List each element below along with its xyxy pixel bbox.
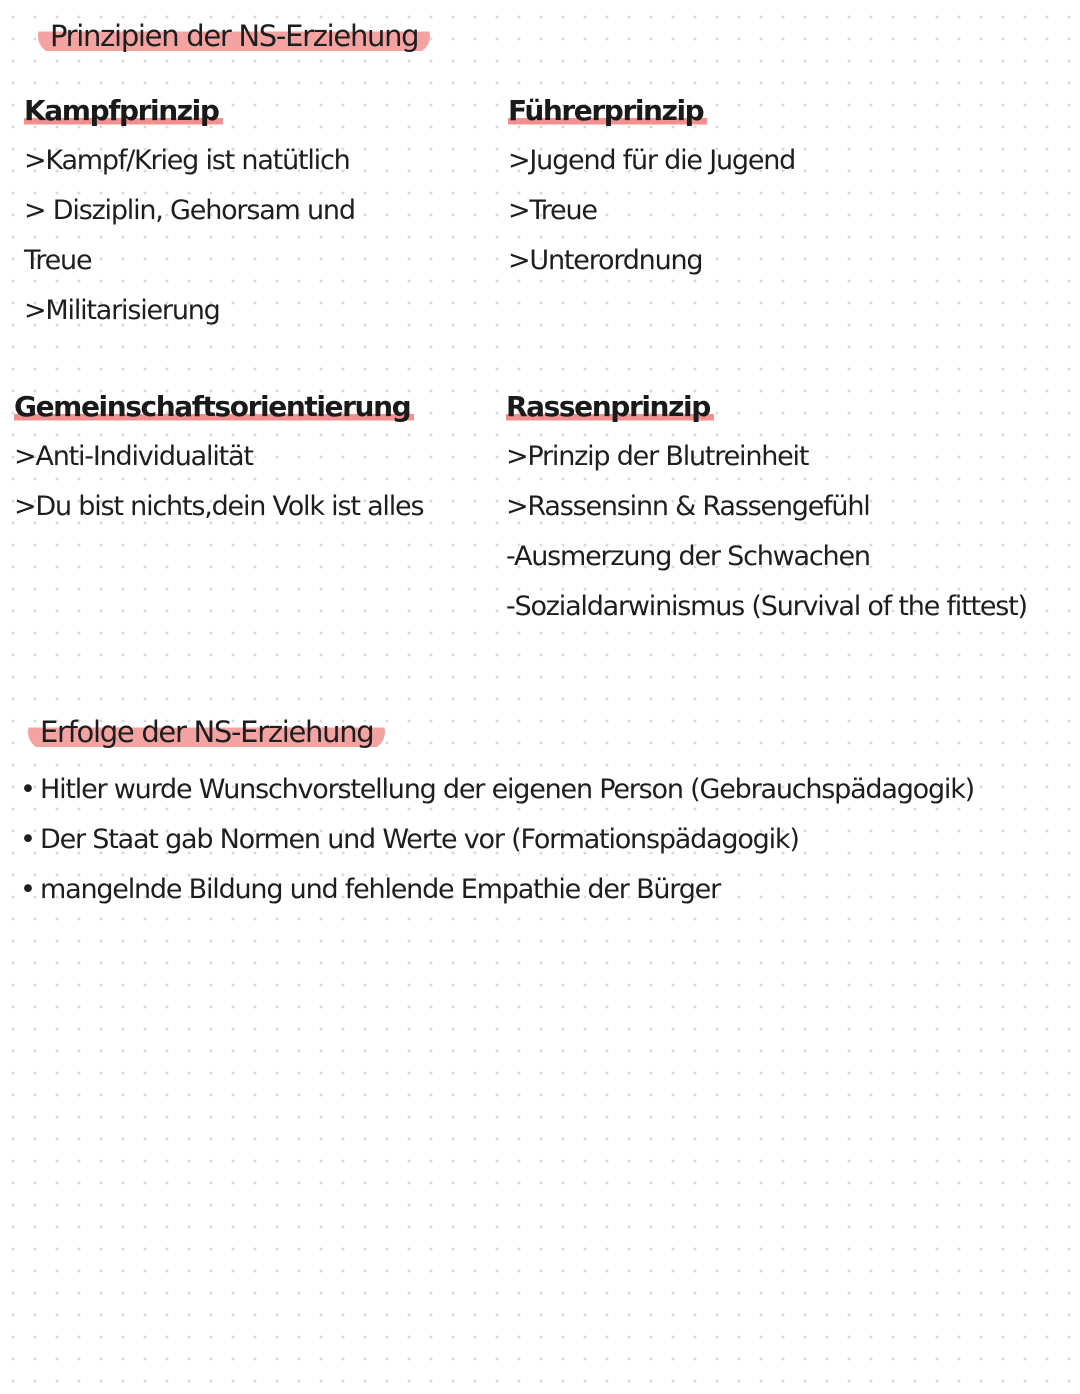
page-title-block — [38, 18, 430, 54]
erfolge-item-text: Hitler wurde Wunschvorstellung der eigenen Person (Gebrauchspädagogik) — [40, 774, 974, 805]
page-title: Prinzipien der NS-Erziehung — [38, 18, 430, 54]
kampfprinzip-line: Treue — [24, 245, 92, 276]
kampfprinzip-line: > Disziplin, Gehorsam und — [24, 195, 355, 226]
section-rassenprinzip — [506, 390, 1027, 632]
erfolge-list-item — [20, 865, 974, 915]
erfolge-title: Erfolge der NS-Erziehung — [28, 714, 385, 750]
fuehrerprinzip-line: >Treue — [508, 195, 597, 226]
kampfprinzip-line: >Kampf/Krieg ist natütlich — [24, 145, 350, 176]
kampfprinzip-line: >Militarisierung — [24, 295, 220, 326]
section-heading-gemeinschaftsorientierung: Gemeinschaftsorientierung — [14, 390, 414, 424]
erfolge-list-item — [20, 765, 974, 815]
section-heading-rassenprinzip: Rassenprinzip — [506, 390, 714, 424]
bullet-icon: • — [20, 824, 35, 855]
erfolge-list — [20, 765, 974, 915]
section-heading-kampfprinzip: Kampfprinzip — [24, 94, 223, 128]
bullet-icon: • — [20, 774, 35, 805]
rassenprinzip-line: -Sozialdarwinismus (Survival of the fittest) — [506, 591, 1027, 622]
bullet-icon: • — [20, 874, 35, 905]
rassenprinzip-line: >Rassensinn & Rassengefühl — [506, 491, 870, 522]
erfolge-list-item — [20, 815, 974, 865]
fuehrerprinzip-line: >Jugend für die Jugend — [508, 145, 796, 176]
gemeinschaftsorientierung-line: >Anti-Individualität — [14, 441, 253, 472]
fuehrerprinzip-line: >Unterordnung — [508, 245, 703, 276]
erfolge-item-text: Der Staat gab Normen und Werte vor (Formationspädagogik) — [40, 824, 799, 855]
rassenprinzip-line: >Prinzip der Blutreinheit — [506, 441, 809, 472]
gemeinschaftsorientierung-line: >Du bist nichts,dein Volk ist alles — [14, 491, 424, 522]
section-gemeinschaftsorientierung — [14, 390, 423, 532]
erfolge-title-block — [28, 714, 385, 750]
rassenprinzip-line: -Ausmerzung der Schwachen — [506, 541, 870, 572]
erfolge-item-text: mangelnde Bildung und fehlende Empathie der Bürger — [40, 874, 720, 905]
section-fuehrerprinzip — [508, 94, 795, 286]
section-kampfprinzip — [24, 94, 355, 336]
section-heading-fuehrerprinzip: Führerprinzip — [508, 94, 707, 128]
